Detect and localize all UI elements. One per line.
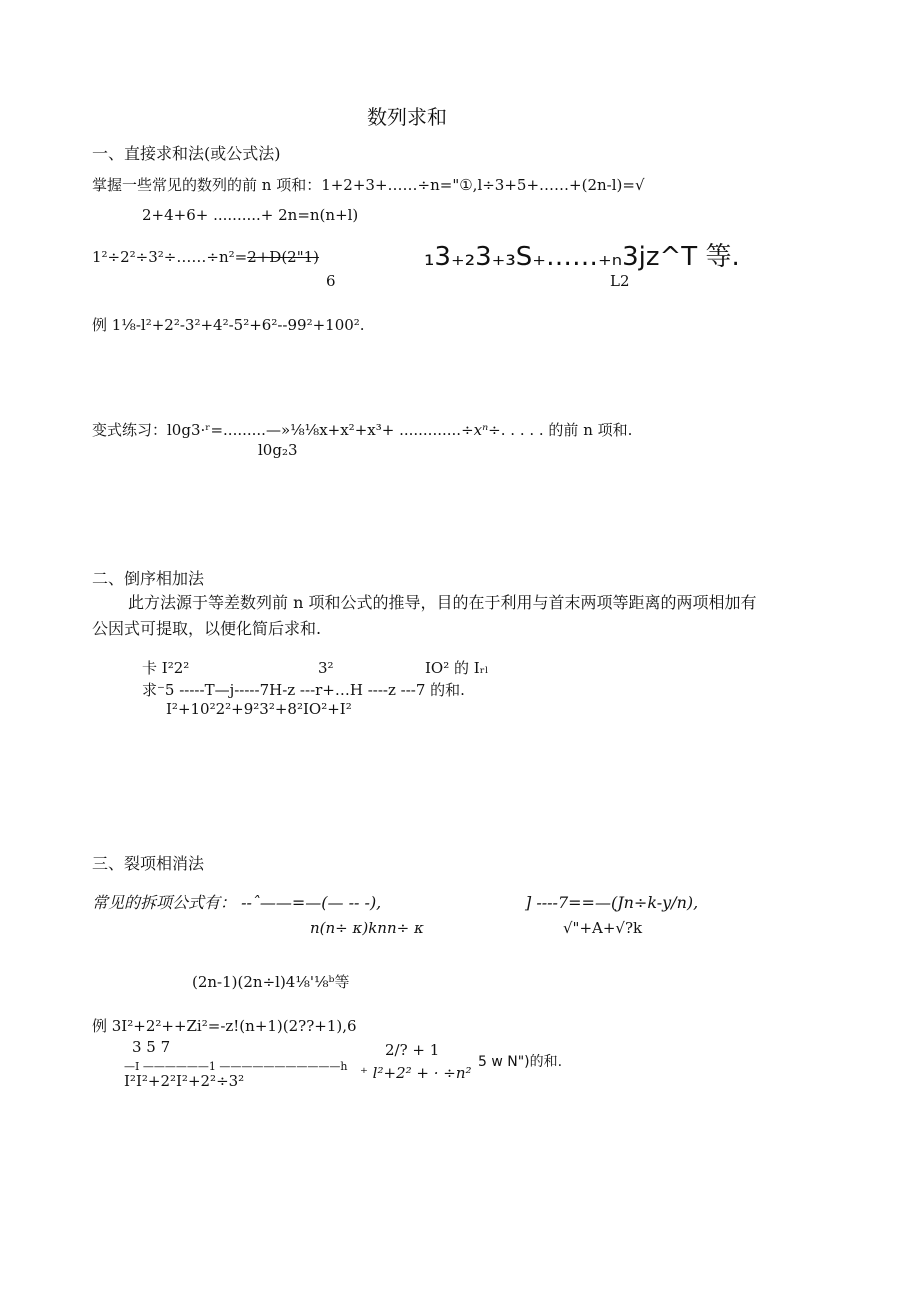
square-sum-denominator: 6 [326, 272, 336, 290]
section-2-heading: 二、倒序相加法 [92, 569, 205, 588]
variant-part-a: 变式练习：l0g3·ʳ=.........—»⅛⅛x+x²+x³+ ............. [92, 421, 462, 439]
page-title: 数列求和 [367, 105, 447, 129]
example-3-general-numerator: 2/? + 1 [385, 1041, 440, 1059]
sec1-line-2: 2+4+6+ ..........+ 2n=n(n+l) [142, 206, 359, 224]
sec2-example-top-a: 卡 I²2² [142, 659, 190, 677]
variant-part-b: ÷xⁿ÷ [461, 421, 501, 439]
example-3-numerators: 3 5 7 [132, 1038, 171, 1056]
variant-exercise [92, 420, 632, 440]
split-formula-c: (2n-1)(2n÷l)4⅛'⅛ᵇ等 [192, 973, 350, 991]
split-formula-b: ] ----7==—(Jn÷k-y∕n), [525, 893, 699, 912]
sec2-paragraph-2: 公因式可提取，以便化简后求和. [92, 619, 322, 638]
example-3-tail: 5 w N")的和. [478, 1054, 563, 1070]
split-formula-a-denominator: n(n÷ κ)knn÷ κ [310, 919, 424, 937]
example-3: 例 3I²+2²++Zi²=-z!(n+1)(2??+1),6 [92, 1017, 357, 1035]
sec2-paragraph-1: 此方法源于等差数列前 n 项和公式的推导，目的在于利用与首末两项等距离的两项相加有 [128, 593, 757, 612]
square-sum-lhs: 1²÷2²÷3²÷……÷n²= [92, 248, 248, 266]
sec2-example-mid: 求⁻5 -----T—j-----7H-z ---r+…H ----z ---7 的和. [142, 681, 465, 699]
variant-denominator: l0g₂3 [258, 441, 298, 459]
example-3-general-denominator: ⁺ l²+2² + · ÷n² [360, 1064, 472, 1082]
example-3-denominators: I²I²+2²I²+2²÷3² [124, 1072, 245, 1090]
sec2-example-top-c: IO² 的 Iᵣₗ [425, 659, 489, 677]
square-sum-numerator: 2+D(2"1) [247, 248, 320, 266]
cube-sum-text: ₁3₊₂3₊₃S₊……₊ₙ3jz^T 等. [424, 242, 740, 272]
cube-sum-denominator: L2 [610, 272, 630, 290]
split-formula-a: 常见的拆项公式有： --ˆ——=—(— -- -), [92, 893, 382, 912]
section-1-heading: 一、直接求和法(或公式法) [92, 144, 281, 163]
sec2-example-top-b: 3² [318, 659, 334, 677]
section-3-heading: 三、裂项相消法 [92, 854, 205, 873]
split-formula-b-denominator: √"+A+√?k [563, 919, 643, 937]
square-sum-formula [92, 247, 319, 267]
example-1: 例 1⅛-l²+2²-3²+4²-5²+6²--99²+100². [92, 316, 365, 334]
variant-part-c: . . . . . 的前 n 项和. [500, 421, 633, 439]
example-3-fraction-bars: —I ——————1 ———————————h [124, 1060, 348, 1073]
sec1-line-1: 掌握一些常见的数列的前 n 项和：1+2+3+……÷n="①,l÷3+5+……+(2n-l)=√ [92, 176, 645, 194]
sec2-example-bottom: I²+10²2²+9²3²+8²IO²+I² [166, 700, 352, 718]
cube-sum-formula [424, 242, 740, 272]
